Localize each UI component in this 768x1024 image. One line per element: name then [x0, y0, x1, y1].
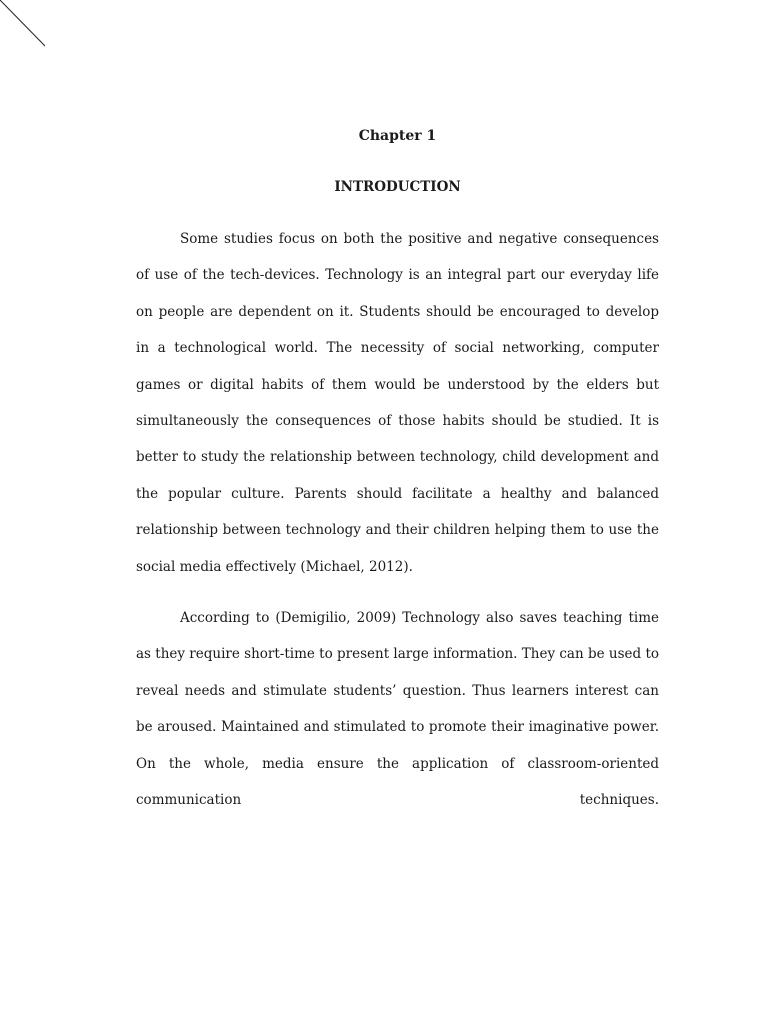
paragraph-1: Some studies focus on both the positive and negative consequences of use of the tech-devices. Technology is an integral part our everyday life on people are dependent on it. Students should be encouraged to develop in a technological world. The necessity of social networking, computer games or digital habits of them would be understood by the elders but simultaneously the consequences of those habits should be studied. It is better to study the relationship between technology, child development and the popular culture. Parents should facilitate a healthy and balanced relationship between technology and their children helping them to use the social media effectively (Michael, 2012). [136, 231, 659, 575]
document-page [136, 118, 659, 819]
page-corner-fold-line [0, 0, 50, 50]
section-title: INTRODUCTION [334, 179, 461, 195]
paragraph-2: According to (Demigilio, 2009) Technology also saves teaching time as they require short-time to present large information. They can be used to reveal needs and stimulate students’ question. Thus learners interest can be aroused. Maintained and stimulated to promote their imaginative power. On the whole, media ensure the application of classroom-oriented communication techniques. [136, 610, 659, 809]
chapter-label: Chapter 1 [358, 128, 437, 144]
